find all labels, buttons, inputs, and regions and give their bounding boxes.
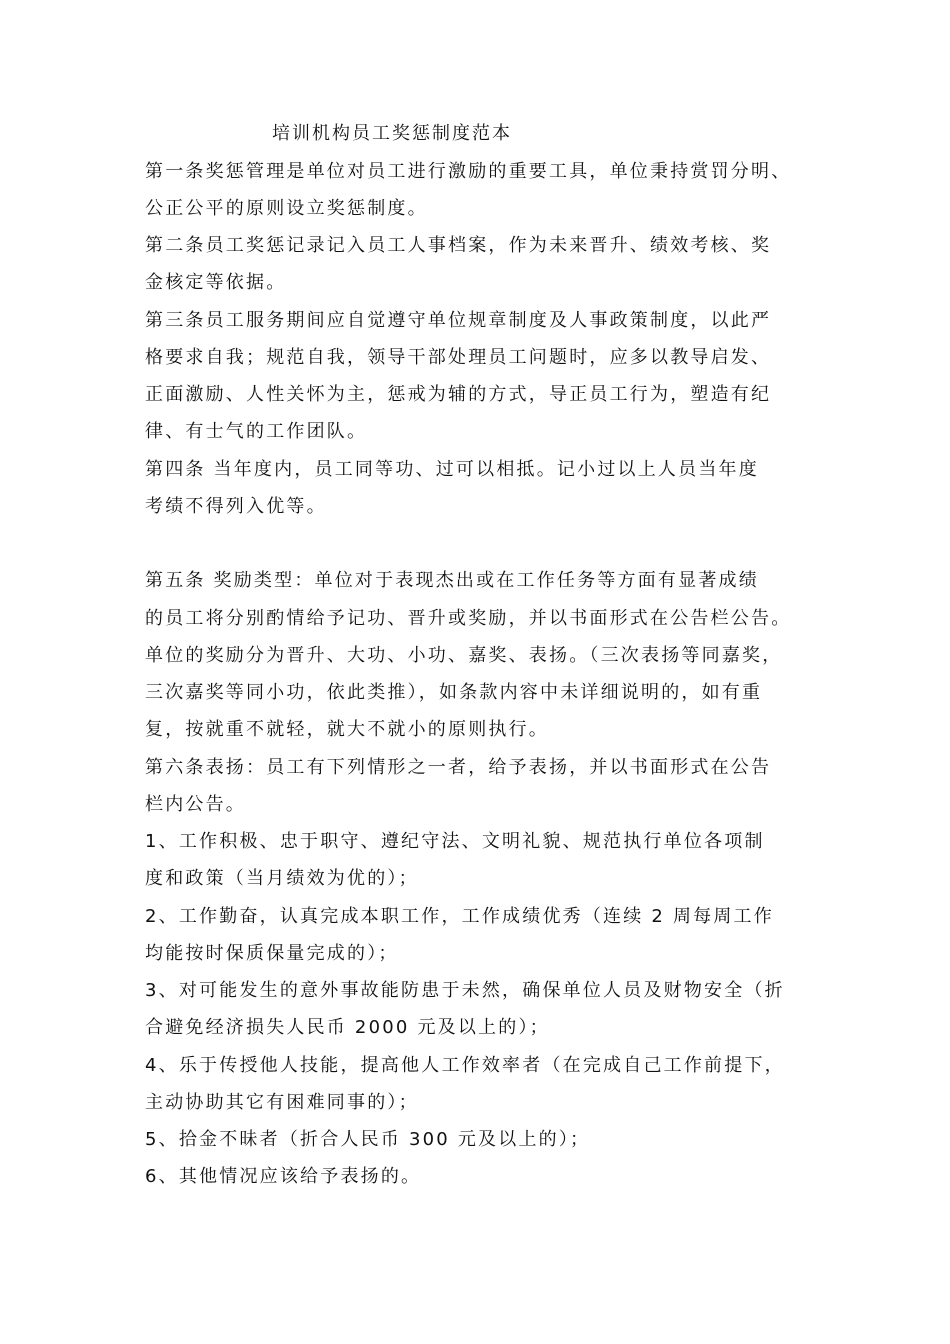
text-line: 三次嘉奖等同小功，依此类推），如条款内容中未详细说明的，如有重 (145, 682, 763, 703)
text-line: 复，按就重不就轻，就大不就小的原则执行。 (145, 719, 549, 740)
text-line: 的员工将分别酌情给予记功、晋升或奖励，并以书面形式在公告栏公告。 (145, 608, 792, 629)
text-line: 主动协助其它有困难同事的）； (145, 1092, 419, 1113)
text-line: 第三条员工服务期间应自觉遵守单位规章制度及人事政策制度，以此严 (145, 310, 772, 331)
text-line: 4、乐于传授他人技能，提高他人工作效率者（在完成自己工作前提下， (145, 1055, 785, 1076)
text-line: 度和政策（当月绩效为优的）； (145, 868, 419, 889)
text-line: 第五条 奖励类型：单位对于表现杰出或在工作任务等方面有显著成绩 (145, 570, 759, 591)
text-line: 金核定等依据。 (145, 272, 287, 293)
text-line: 单位的奖励分为晋升、大功、小功、嘉奖、表扬。（三次表扬等同嘉奖， (145, 645, 783, 666)
text-line: 均能按时保质保量完成的）； (145, 943, 399, 964)
text-line: 第四条 当年度内，员工同等功、过可以相抵。记小过以上人员当年度 (145, 459, 759, 480)
text-line: 栏内公告。 (145, 794, 246, 815)
text-line: 律、有士气的工作团队。 (145, 421, 368, 442)
text-line: 6、其他情况应该给予表扬的。 (145, 1166, 422, 1187)
text-line: 公正公平的原则设立奖惩制度。 (145, 198, 428, 219)
text-line: 1、工作积极、忠于职守、遵纪守法、文明礼貌、规范执行单位各项制 (145, 831, 765, 852)
text-line: 格要求自我；规范自我，领导干部处理员工问题时，应多以教导启发、 (145, 347, 772, 368)
text-line: 正面激励、人性关怀为主，惩戒为辅的方式，导正员工行为，塑造有纪 (145, 384, 772, 405)
document-title: 培训机构员工奖惩制度范本 (272, 123, 512, 144)
text-line: 合避免经济损失人民币 2000 元及以上的）； (145, 1017, 550, 1038)
text-line: 第六条表扬：员工有下列情形之一者，给予表扬，并以书面形式在公告 (145, 757, 772, 778)
text-line: 第一条奖惩管理是单位对员工进行激励的重要工具，单位秉持赏罚分明、 (145, 161, 792, 182)
text-line: 第二条员工奖惩记录记入员工人事档案，作为未来晋升、绩效考核、奖 (145, 235, 772, 256)
text-line: 5、拾金不昧者（折合人民币 300 元及以上的）； (145, 1129, 591, 1150)
text-line: 2、工作勤奋，认真完成本职工作，工作成绩优秀（连续 2 周每周工作 (145, 906, 774, 927)
text-line: 3、对可能发生的意外事故能防患于未然，确保单位人员及财物安全（折 (145, 980, 785, 1001)
text-line: 考绩不得列入优等。 (145, 496, 327, 517)
